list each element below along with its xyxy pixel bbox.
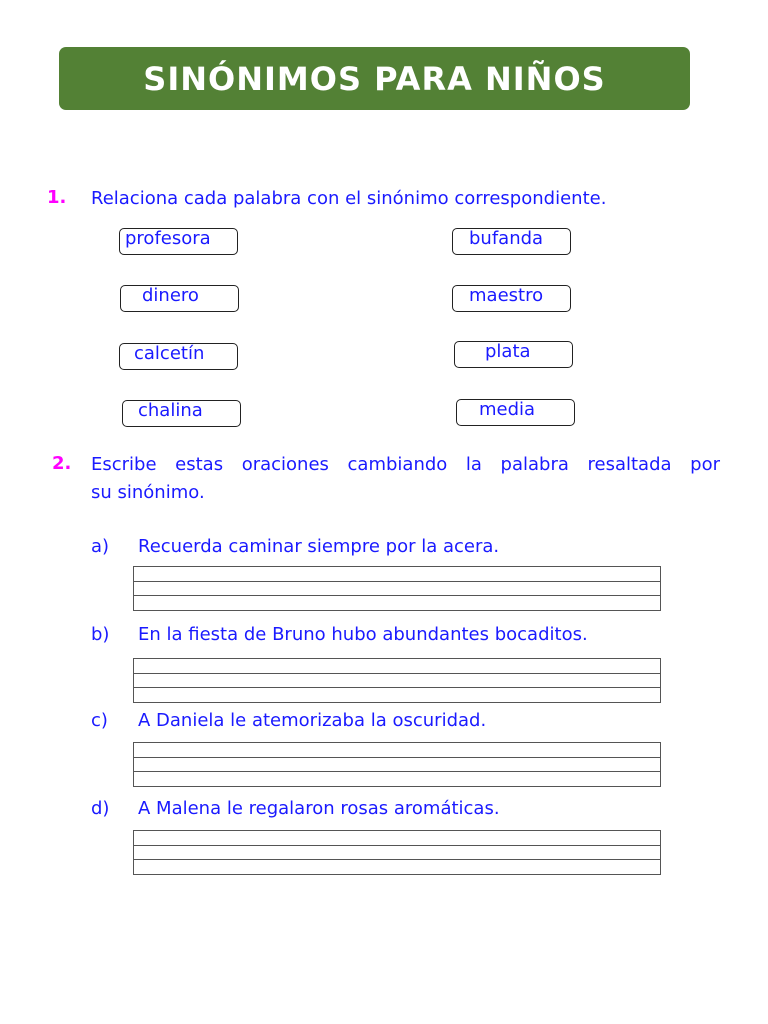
item-c-text: A Daniela le atemorizaba la oscuridad.	[138, 710, 487, 731]
item-a-letter: a)	[91, 536, 110, 557]
answer-lines-a[interactable]	[133, 566, 661, 611]
word-box-left-4	[122, 400, 241, 427]
title-banner	[59, 47, 690, 110]
word-box-right-4	[456, 399, 575, 426]
word-left-3: calcetín	[134, 343, 205, 364]
item-b-letter: b)	[91, 624, 110, 645]
word-box-left-1	[119, 228, 238, 255]
answer-lines-c[interactable]	[133, 742, 661, 787]
section-2-instruction-line-1: Escribe estas oraciones cambiando la palabra resaltada por	[91, 454, 720, 475]
word-box-right-3	[454, 341, 573, 368]
word-box-left-2	[120, 285, 239, 312]
section-1-number: 1.	[47, 187, 67, 208]
item-b-text: En la fiesta de Bruno hubo abundantes bocaditos.	[138, 624, 588, 645]
word-left-2: dinero	[142, 285, 199, 306]
section-2-number: 2.	[52, 453, 72, 474]
item-d-text: A Malena le regalaron rosas aromáticas.	[138, 798, 500, 819]
word-left-1: profesora	[125, 228, 211, 249]
word-right-4: media	[479, 399, 536, 420]
item-a-text: Recuerda caminar siempre por la acera.	[138, 536, 500, 557]
word-right-1: bufanda	[469, 228, 544, 249]
word-left-4: chalina	[138, 400, 203, 421]
word-right-3: plata	[485, 341, 531, 362]
word-box-right-2	[452, 285, 571, 312]
item-c-letter: c)	[91, 710, 108, 731]
item-d-letter: d)	[91, 798, 110, 819]
word-box-left-3	[119, 343, 238, 370]
section-2-instruction-line-2: su sinónimo.	[91, 482, 205, 503]
word-box-right-1	[452, 228, 571, 255]
section-1-instruction: Relaciona cada palabra con el sinónimo correspondiente.	[91, 188, 607, 209]
answer-lines-b[interactable]	[133, 658, 661, 703]
word-right-2: maestro	[469, 285, 544, 306]
page-title: SINÓNIMOS PARA NIÑOS	[143, 59, 606, 98]
answer-lines-d[interactable]	[133, 830, 661, 875]
